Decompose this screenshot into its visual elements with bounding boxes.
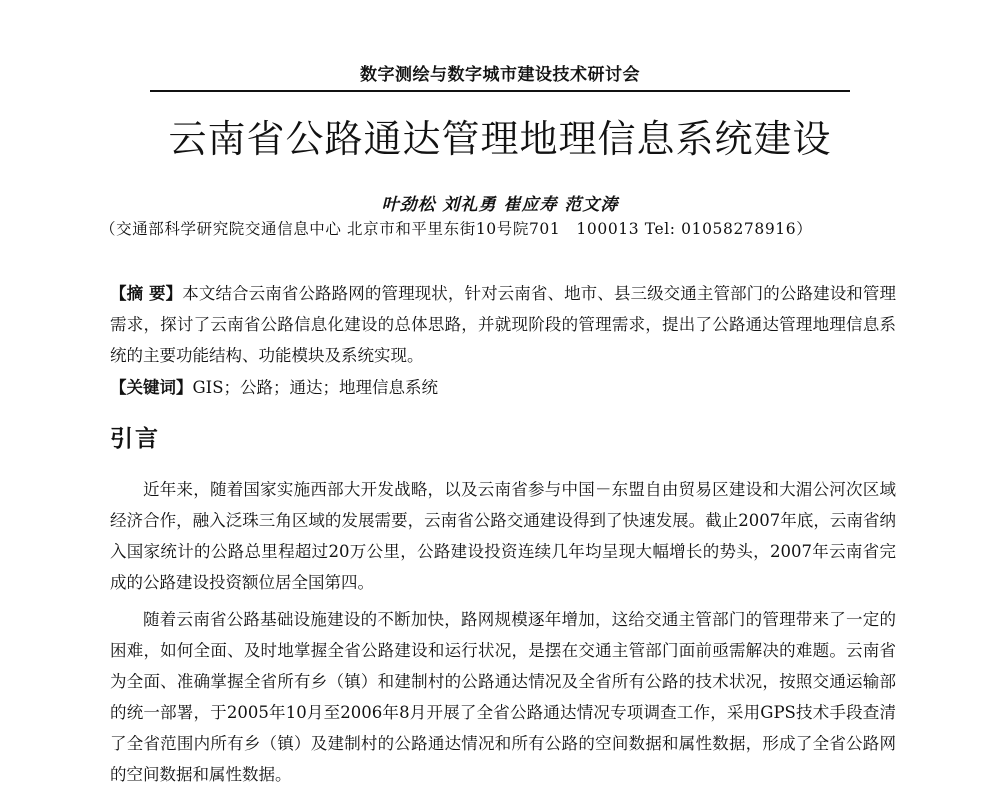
abstract-text: 本文结合云南省公路路网的管理现状，针对云南省、地市、县三级交通主管部门的公路建设和管理需求，探讨了云南省公路信息化建设的总体思路，并就现阶段的管理需求，提出了公路通达管理地理信息系统的主要功能结构、功能模块及系统实现。 [110,284,896,365]
section-heading: 引言 [110,426,160,452]
keywords-label: 【关键词】 [110,378,193,397]
authors: 叶劲松 刘礼勇 崔应寿 范文涛 [381,195,619,215]
body-paragraph-1: 近年来，随着国家实施西部大开发战略，以及云南省参与中国－东盟自由贸易区建设和大湄公河次区域经济合作，融入泛珠三角区域的发展需要，云南省公路交通建设得到了快速发展。截止2007年底，云南省纳入国家统计的公路总里程超过20万公里，公路建设投资连续几年均呈现大幅增长的势头，2007年云南省完成的公路建设投资额位居全国第四。 [110,480,896,592]
affiliation: （交通部科学研究院交通信息中心 北京市和平里东街10号院701 100013 Tel: 01058278916） [100,220,813,238]
keywords-text: GIS；公路；通达；地理信息系统 [192,378,439,397]
abstract [110,278,896,371]
paper-title: 云南省公路通达管理地理信息系统建设 [168,117,832,161]
abstract-label: 【摘 要】 [110,284,183,303]
header-rule [150,90,850,92]
conference-header: 数字测绘与数字城市建设技术研讨会 [360,65,640,85]
section-body [110,474,896,784]
body-paragraph-2: 随着云南省公路基础设施建设的不断加快，路网规模逐年增加，这给交通主管部门的管理带来了一定的困难，如何全面、及时地掌握全省公路建设和运行状况，是摆在交通主管部门面前亟需解决的难题。云南省为全面、准确掌握全省所有乡（镇）和建制村的公路通达情况及全省所有公路的技术状况，按照交通运输部的统一部署，于2005年10月至2006年8月开展了全省公路通达情况专项调查工作，采用GPS技术手段查清了全省范围内所有乡（镇）及建制村的公路通达情况和所有公路的空间数据和属性数据，形成了全省公路网的空间数据和属性数据。 [110,610,896,784]
keywords [110,372,896,403]
